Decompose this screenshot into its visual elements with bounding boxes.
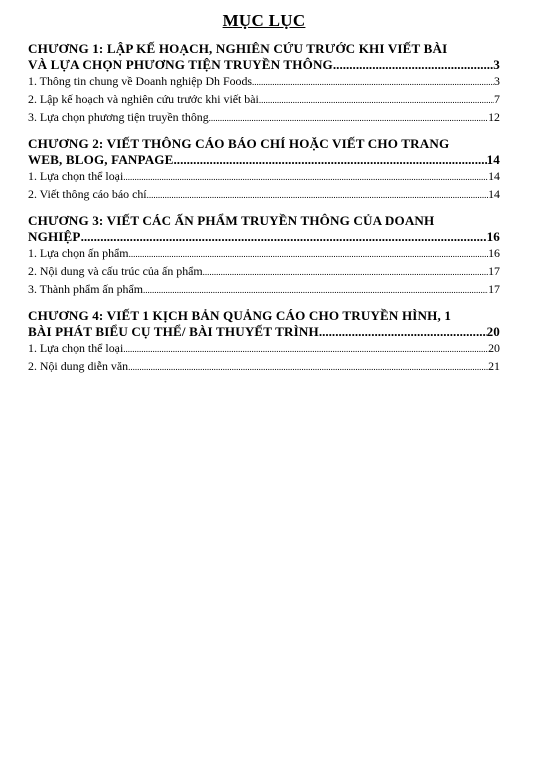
chapter-heading-text: VÀ LỰA CHỌN PHƯƠNG TIỆN TRUYỀN THÔNG [28,57,333,72]
chapter-heading-line1: CHƯƠNG 1: LẬP KẾ HOẠCH, NGHIÊN CỨU TRƯỚC KHI VIẾT BÀI [28,41,448,56]
toc-entry[interactable] [28,358,500,376]
chapter-3 [28,213,500,299]
page-number: 16 [488,246,500,260]
chapter-heading[interactable] [28,213,500,245]
dot-leader [143,282,488,299]
toc-title: MỤC LỤC [222,11,306,30]
toc-entry[interactable] [28,340,500,358]
dot-leader [259,92,494,109]
page-number: 21 [488,359,500,373]
page-number: 12 [488,110,500,124]
chapter-1 [28,41,500,127]
toc-entry-label: 1. Lựa chọn thể loại [28,341,124,355]
page-number: 16 [486,229,500,244]
toc-entry[interactable] [28,109,500,127]
page-number: 20 [488,341,500,355]
toc-entry[interactable] [28,73,500,91]
dot-leader [203,264,488,281]
table-of-contents [28,10,500,376]
dot-leader [252,74,494,91]
toc-entry-label: 1. Thông tin chung về Doanh nghiệp Dh Foods [28,74,253,88]
page-number: 14 [488,169,500,183]
dot-leader [123,341,488,358]
chapter-heading-line2 [28,229,500,245]
dot-leader [128,359,488,376]
chapter-heading[interactable] [28,308,500,340]
toc-entry[interactable] [28,281,500,299]
toc-entry-label: 2. Viết thông cáo báo chí [28,187,147,201]
dot-leader [81,229,487,245]
toc-entry[interactable] [28,263,500,281]
page-number: 3 [493,57,500,72]
toc-entry-label: 2. Nội dung diễn văn [28,359,129,373]
page-number: 14 [488,187,500,201]
toc-entry[interactable] [28,245,500,263]
chapter-heading[interactable] [28,41,500,73]
toc-entry-label: 1. Lựa chọn thể loại [28,169,124,183]
chapter-2 [28,136,500,204]
chapter-heading-line1: CHƯƠNG 4: VIẾT 1 KỊCH BẢN QUẢNG CÁO CHO TRUYỀN HÌNH, 1 [28,308,452,323]
page-number: 7 [494,92,500,106]
toc-entry-label: 3. Lựa chọn phương tiện truyền thông [28,110,209,124]
toc-entry[interactable] [28,91,500,109]
chapter-heading[interactable] [28,136,500,168]
page-number: 20 [486,324,500,339]
page-number: 3 [494,74,500,88]
chapter-heading-text: NGHIỆP [28,229,81,244]
dot-leader [123,169,488,186]
chapter-heading-text: BÀI PHÁT BIỂU CỤ THỂ/ BÀI THUYẾT TRÌNH [28,324,319,339]
chapter-heading-line2 [28,324,500,340]
dot-leader [333,57,493,73]
toc-entry-label: 2. Lập kế hoạch và nghiên cứu trước khi viết bài [28,92,259,106]
chapter-heading-line2 [28,57,500,73]
chapter-heading-line2 [28,152,500,168]
dot-leader [129,246,489,263]
page-number: 17 [488,282,500,296]
dot-leader [209,110,488,127]
dot-leader [319,324,487,340]
toc-entry-label: 3. Thành phẩm ấn phẩm [28,282,144,296]
chapter-heading-text: WEB, BLOG, FANPAGE [28,152,174,167]
toc-entry[interactable] [28,186,500,204]
dot-leader [147,187,489,204]
chapter-heading-line1: CHƯƠNG 3: VIẾT CÁC ẤN PHẨM TRUYỀN THÔNG CỦA DOANH [28,213,435,228]
toc-entry[interactable] [28,168,500,186]
toc-entry-label: 1. Lựa chọn ấn phẩm [28,246,129,260]
page-number: 17 [488,264,500,278]
chapter-heading-line1: CHƯƠNG 2: VIẾT THÔNG CÁO BÁO CHÍ HOẶC VIẾT CHO TRANG [28,136,450,151]
toc-entry-label: 2. Nội dung và cấu trúc của ấn phẩm [28,264,203,278]
page-number: 14 [486,152,500,167]
chapter-4 [28,308,500,376]
dot-leader [174,152,487,168]
